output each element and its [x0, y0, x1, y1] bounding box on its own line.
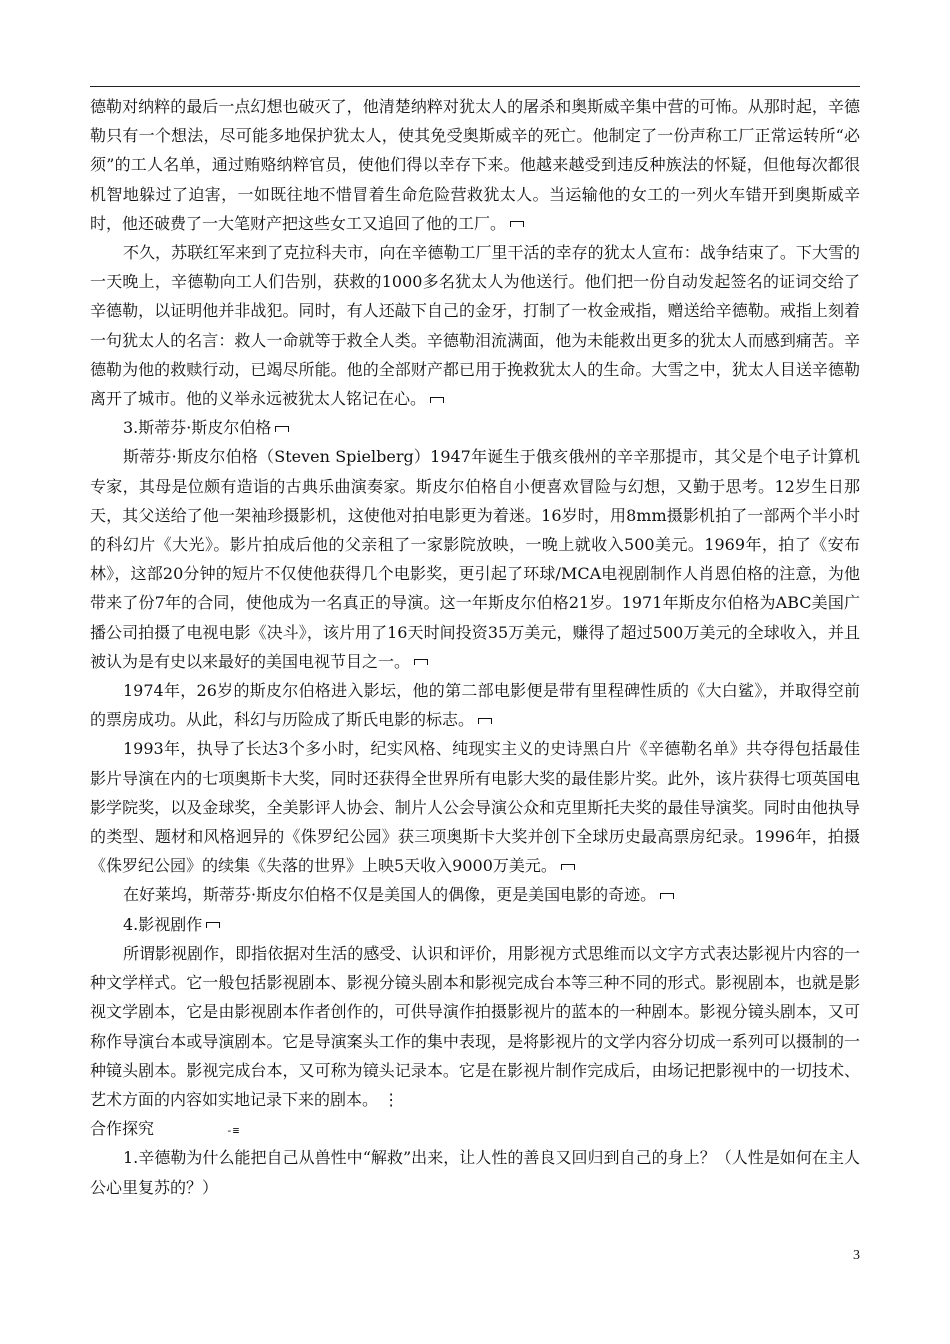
paragraph-screenwriting: 所谓影视剧作，即指依据对生活的感受、认识和评价，用影视方式思维而以文字方式表达影视片内容的一种文学样式。它一般包括影视剧本、影视分镜头剧本和影视完成台本等三种不同的形式。影视剧本，也就是影视文学剧本，它是由影视剧本作者创作的，可供导演作拍摄影视片的蓝本的一种剧本。影视分镜头剧本，又可称作导演台本或导演剧本。它是导演案头工作的集中表现，是将影视片的文学内容分切成一系列可以摄制的一种镜头剧本。影视完成台本，又可称为镜头记录本。它是在影视片制作完成后，由场记把影视中的一切技术、艺术方面的内容如实地记录下来的剧本。 ⋮ [90, 943, 860, 1109]
paragraph-jaws: 1974年，26岁的斯皮尔伯格进入影坛，他的第二部电影便是带有里程碑性质的《大白鲨》，并取得空前的票房成功。从此，科幻与历险成了斯氏电影的标志。 [90, 681, 860, 730]
paragraph-spielberg-bio: 斯蒂芬·斯皮尔伯格（Steven Spielberg）1947年诞生于俄亥俄州的辛辛那提市，其父是个电子计算机专家，其母是位颇有造诣的古典乐曲演奏家。斯皮尔伯格自小便喜欢冒险与幻想，又勤于思考。12岁生日那天，其父送给了他一架袖珍摄影机，这使他对拍电影更为着迷。16岁时，用8mm摄影机拍了一部两个半小时的科幻片《大光》。影片拍成后他的父亲租了一家影院放映，一晚上就收入500美元。1969年，拍了《安布林》，这部20分钟的短片不仅使他获得几个电影奖，更引起了环球/MCA电视剧制作人肖恩伯格的注意，为他带来了份7年的合同，使他成为一名真正的导演。这一年斯皮尔伯格21岁。1971年斯皮尔伯格为ABC美国广播公司拍摄了电视电影《决斗》，该片用了16天时间投资35万美元，赚得了超过500万美元的全球收入，并且被认为是有史以来最好的美国电视节目之一。 [90, 447, 860, 671]
paragraph-mark-icon [561, 864, 575, 870]
section-mark: -≡ [226, 1124, 240, 1138]
header-rule [90, 86, 860, 87]
page-number: 3 [853, 1248, 860, 1263]
paragraph-mark-icon [414, 659, 428, 665]
paragraph-liberation: 不久，苏联红军来到了克拉科夫市，向在辛德勒工厂里干活的幸存的犹太人宣布：战争结束了。下大雪的一天晚上，辛德勒向工人们告别，获救的1000多名犹太人为他送行。他们把一份自动发起签名的证词交给了辛德勒，以证明他并非战犯。同时，有人还敲下自己的金牙，打制了一枚金戒指，赠送给辛德勒。戒指上刻着一句犹太人的名言：救人一命就等于救全人类。辛德勒泪流满面，他为未能救出更多的犹太人而感到痛苦。辛德勒为他的救赎行动，已竭尽所能。他的全部财产都已用于挽救犹太人的生命。大雪之中，犹太人目送辛德勒离开了城市。他的义举永远被犹太人铭记在心。 [90, 243, 860, 409]
page-body [90, 92, 860, 1202]
paragraph-mark-icon [660, 893, 674, 899]
heading-spielberg: 3.斯蒂芬·斯皮尔伯格 [90, 413, 860, 442]
paragraph-schindlers-list: 1993年，执导了长达3个多小时，纪实风格、纯现实主义的史诗黑白片《辛德勒名单》共夺得包括最佳影片导演在内的七项奥斯卡大奖，同时还获得全世界所有电影大奖的最佳影片奖。此外，该片获得七项英国电影学院奖，以及金球奖，全美影评人协会、制片人公会导演公众和克里斯托夫奖的最佳导演奖。同时由他执导的类型、题材和风格迥异的《侏罗纪公园》获三项奥斯卡大奖并创下全球历史最高票房纪录。1996年，拍摄《侏罗纪公园》的续集《失落的世界》上映5天收入9000万美元。 [90, 739, 860, 876]
paragraph-mark-icon [510, 221, 524, 227]
paragraph-mark-icon [206, 922, 220, 928]
heading-screenwriting: 4.影视剧作 [90, 910, 860, 939]
discussion-question: 1.辛德勒为什么能把自己从兽性中“解救”出来，让人性的善良又回归到自己的身上？（人性是如何在主人公心里复苏的？） [90, 1148, 860, 1197]
vertical-ellipsis-icon: ⋮ [383, 1089, 400, 1109]
paragraph-hollywood: 在好莱坞，斯蒂芬·斯皮尔伯格不仅是美国人的偶像，更是美国电影的奇迹。 [90, 880, 860, 909]
paragraph-schindler-end: 德勒对纳粹的最后一点幻想也破灭了，他清楚纳粹对犹太人的屠杀和奥斯威辛集中营的可怖。从那时起，辛德勒只有一个想法，尽可能多地保护犹太人，使其免受奥斯威辛的死亡。他制定了一份声称工厂正常运转所“必须”的工人名单，通过贿赂纳粹官员，使他们得以幸存下来。他越来越受到违反种族法的怀疑，但他每次都很机智地躲过了迫害，一如既往地不惜冒着生命危险营救犹太人。当运输他的女工的一列火车错开到奥斯威辛时，他还破费了一大笔财产把这些女工又追回了他的工厂。 [90, 97, 860, 233]
paragraph-mark-icon [275, 426, 289, 432]
section-heading: 合作探究 [90, 1119, 155, 1139]
paragraph-mark-icon [430, 397, 444, 403]
section-heading-row [90, 1114, 860, 1143]
paragraph-mark-icon [478, 718, 492, 724]
